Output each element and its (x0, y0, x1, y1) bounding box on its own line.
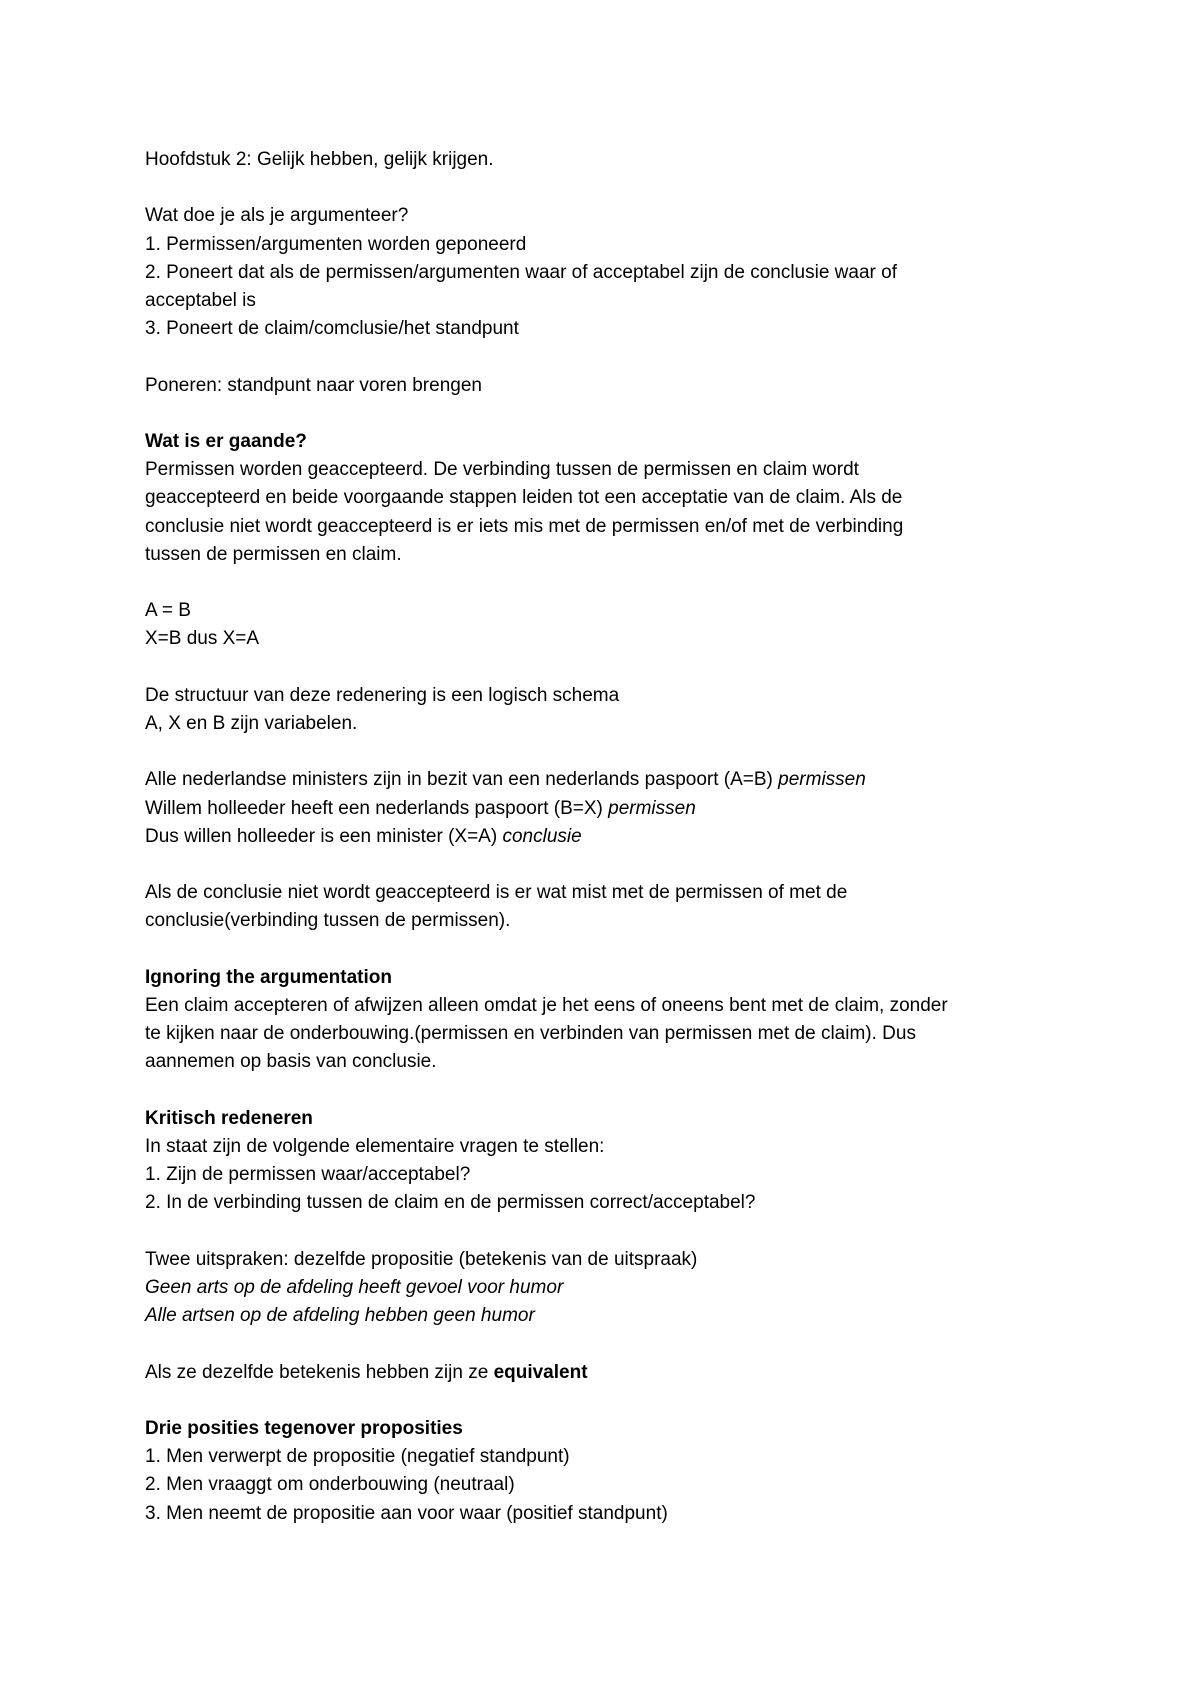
paragraph-line: Twee uitspraken: dezelfde propositie (betekenis van de uitspraak) (145, 1248, 698, 1270)
formula-line: X=B dus X=A (145, 628, 260, 650)
paragraph-line: te kijken naar de onderbouwing.(permissen en verbinden van permissen met de claim). Dus (145, 1023, 916, 1045)
paragraph-line: aannemen op basis van conclusie. (145, 1051, 437, 1073)
formula-line: A = B (145, 600, 191, 622)
example-line (145, 795, 1065, 823)
document-body (145, 146, 1065, 1528)
list-item: 3. Men neemt de propositie aan voor waar (positief standpunt) (145, 1502, 668, 1524)
list-item: 2. Poneert dat als de permissen/argumenten waar of acceptabel zijn de conclusie waar of (145, 261, 897, 283)
spacer (145, 654, 1065, 682)
example-tag: permissen (778, 769, 866, 791)
spacer (145, 1387, 1065, 1415)
list-item: 2. In de verbinding tussen de claim en de permissen correct/acceptabel? (145, 1192, 756, 1214)
example-text: Dus willen holleeder is een minister (X=A) (145, 825, 503, 847)
definition-poneren: Poneren: standpunt naar voren brengen (145, 374, 482, 396)
list-item: 3. Poneert de claim/comclusie/het standpunt (145, 318, 519, 340)
spacer (145, 738, 1065, 766)
paragraph-line: tussen de permissen en claim. (145, 543, 402, 565)
example-tag: permissen (608, 797, 696, 819)
example-italic-line: Geen arts op de afdeling heeft gevoel voor humor (145, 1276, 564, 1298)
chapter-title: Hoofdstuk 2: Gelijk hebben, gelijk krijgen. (145, 149, 494, 170)
equivalent-prefix: Als ze dezelfde betekenis hebben zijn ze (145, 1361, 494, 1383)
spacer (145, 400, 1065, 428)
section-heading-ignoring: Ignoring the argumentation (145, 966, 392, 988)
example-line (145, 766, 1065, 794)
question-heading: Wat doe je als je argumenteer? (145, 205, 409, 227)
paragraph-line: conclusie(verbinding tussen de permissen). (145, 910, 511, 932)
section-heading-gaande: Wat is er gaande? (145, 430, 307, 452)
section-heading-kritisch: Kritisch redeneren (145, 1107, 313, 1129)
example-text: Alle nederlandse ministers zijn in bezit van een nederlands paspoort (A=B) (145, 769, 779, 791)
paragraph-line: Als de conclusie niet wordt geaccepteerd is er wat mist met de permissen of met de (145, 882, 848, 904)
equivalent-line (145, 1359, 1065, 1387)
section-heading-drie: Drie posities tegenover proposities (145, 1417, 463, 1439)
list-item: 1. Men verwerpt de propositie (negatief standpunt) (145, 1446, 570, 1468)
list-item: acceptabel is (145, 290, 256, 311)
paragraph-line: conclusie niet wordt geaccepteerd is er iets mis met de permissen en/of met de verbinding (145, 515, 904, 537)
spacer (145, 1218, 1065, 1246)
spacer (145, 1077, 1065, 1105)
paragraph-line: Een claim accepteren of afwijzen alleen omdat je het eens of oneens bent met de claim, zonder (145, 994, 948, 1016)
list-item: 2. Men vraaggt om onderbouwing (neutraal) (145, 1474, 515, 1496)
list-item: 1. Zijn de permissen waar/acceptabel? (145, 1164, 471, 1186)
example-text: Willem holleeder heeft een nederlands paspoort (B=X) (145, 797, 609, 819)
example-italic-line: Alle artsen op de afdeling hebben geen humor (145, 1305, 535, 1327)
paragraph-line: A, X en B zijn variabelen. (145, 712, 358, 734)
spacer (145, 343, 1065, 371)
spacer (145, 851, 1065, 879)
paragraph-line: Permissen worden geaccepteerd. De verbinding tussen de permissen en claim wordt (145, 459, 859, 481)
spacer (145, 1330, 1065, 1358)
spacer (145, 936, 1065, 964)
paragraph-line: De structuur van deze redenering is een logisch schema (145, 684, 620, 706)
spacer (145, 569, 1065, 597)
paragraph-line: In staat zijn de volgende elementaire vragen te stellen: (145, 1135, 605, 1157)
paragraph-line: geaccepteerd en beide voorgaande stappen leiden tot een acceptatie van de claim. Als de (145, 487, 903, 509)
example-tag: conclusie (502, 825, 582, 847)
list-item: 1. Permissen/argumenten worden geponeerd (145, 233, 527, 255)
equivalent-term: equivalent (493, 1361, 588, 1383)
spacer (145, 174, 1065, 202)
example-line (145, 823, 1065, 851)
